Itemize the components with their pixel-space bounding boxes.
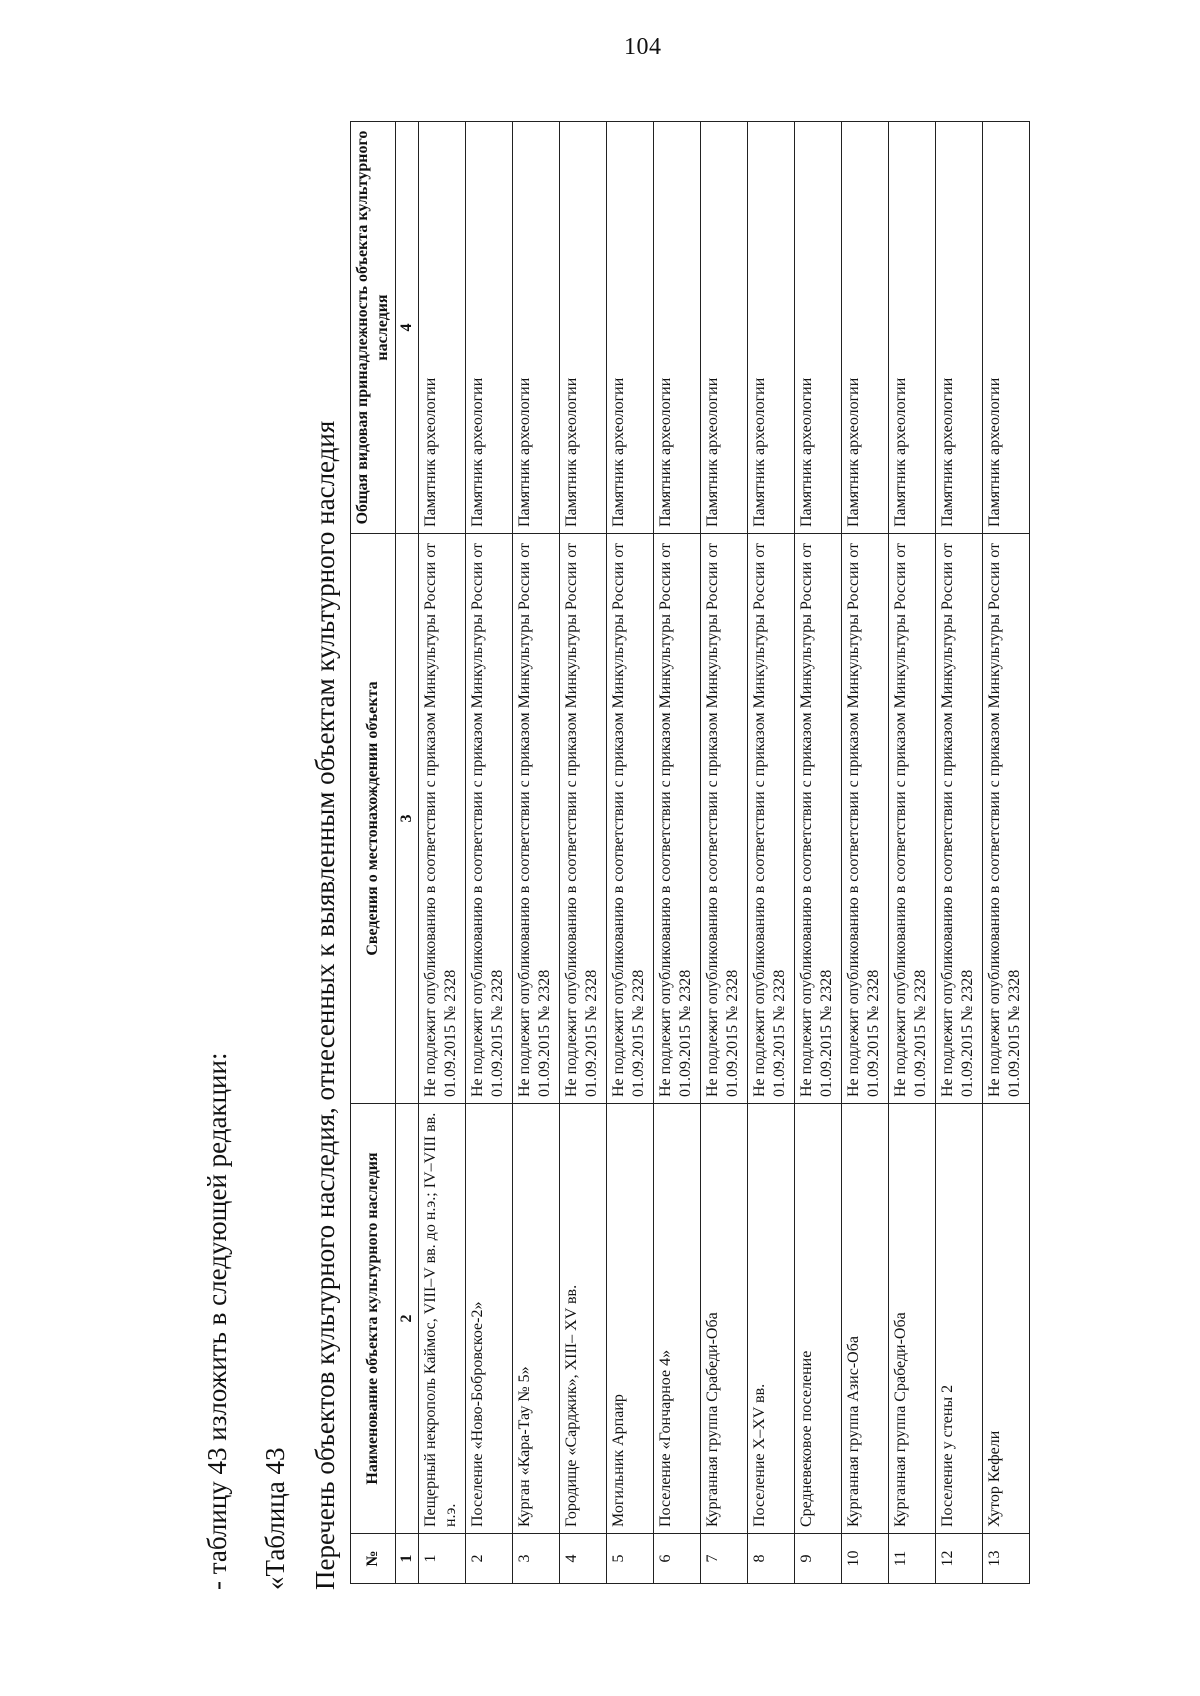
table-label: «Таблица 43: [260, 1447, 290, 1590]
cell-object-type: Памятник археологии: [748, 122, 795, 534]
header-type: Общая видовая принадлежность объекта культурного наследия: [351, 122, 396, 534]
cell-number: 2: [466, 1534, 513, 1584]
cell-object-name: Поселение «Гончарное 4»: [654, 1104, 701, 1534]
header-number: №: [351, 1534, 396, 1584]
cell-number: 13: [983, 1534, 1030, 1584]
cell-object-name: Курганная группа Срабеди-Оба: [889, 1104, 936, 1534]
table-row: [654, 122, 701, 1584]
cell-object-type: Памятник археологии: [419, 122, 466, 534]
cell-object-name: Могильник Арпаир: [607, 1104, 654, 1534]
cell-number: 11: [889, 1534, 936, 1584]
cell-number: 6: [654, 1534, 701, 1584]
cell-number: 3: [513, 1534, 560, 1584]
cell-object-name: Хутор Кефели: [983, 1104, 1030, 1534]
cell-location-info: Не подлежит опубликованию в соответствии с приказом Минкультуры России от 01.09.2015 № 2328: [748, 534, 795, 1104]
cell-number: 8: [748, 1534, 795, 1584]
cell-object-type: Памятник археологии: [936, 122, 983, 534]
table-row: [795, 122, 842, 1584]
cell-object-type: Памятник археологии: [513, 122, 560, 534]
table-row: [983, 122, 1030, 1584]
cell-location-info: Не подлежит опубликованию в соответствии с приказом Минкультуры России от 01.09.2015 № 2328: [842, 534, 889, 1104]
cell-object-type: Памятник археологии: [607, 122, 654, 534]
cell-number: 9: [795, 1534, 842, 1584]
table-row: [701, 122, 748, 1584]
cell-location-info: Не подлежит опубликованию в соответствии с приказом Минкультуры России от 01.09.2015 № 2328: [936, 534, 983, 1104]
cell-location-info: Не подлежит опубликованию в соответствии с приказом Минкультуры России от 01.09.2015 № 2328: [607, 534, 654, 1104]
column-number: 4: [396, 122, 419, 534]
cell-object-name: Городище «Сарджик», XIII– XV вв.: [560, 1104, 607, 1534]
cell-object-name: Поселение «Ново-Бобровское-2»: [466, 1104, 513, 1534]
table-row: [889, 122, 936, 1584]
cell-number: 5: [607, 1534, 654, 1584]
cell-location-info: Не подлежит опубликованию в соответствии с приказом Минкультуры России от 01.09.2015 № 2328: [701, 534, 748, 1104]
cell-number: 7: [701, 1534, 748, 1584]
cell-location-info: Не подлежит опубликованию в соответствии с приказом Минкультуры России от 01.09.2015 № 2328: [466, 534, 513, 1104]
cell-location-info: Не подлежит опубликованию в соответствии с приказом Минкультуры России от 01.09.2015 № 2328: [983, 534, 1030, 1104]
cell-location-info: Не подлежит опубликованию в соответствии с приказом Минкультуры России от 01.09.2015 № 2328: [795, 534, 842, 1104]
cell-number: 4: [560, 1534, 607, 1584]
cell-object-name: Пещерный некрополь Каймос, VIII–V вв. до н.э.; IV–VIII вв. н.э.: [419, 1104, 466, 1534]
column-number: 1: [396, 1534, 419, 1584]
column-number-row: [396, 122, 419, 1584]
cell-object-type: Памятник археологии: [795, 122, 842, 534]
column-number: 3: [396, 534, 419, 1104]
cell-object-type: Памятник археологии: [466, 122, 513, 534]
table-row: [466, 122, 513, 1584]
table-header-row: [351, 122, 396, 1584]
cell-object-name: Курганная группа Азис-Оба: [842, 1104, 889, 1534]
table-row: [607, 122, 654, 1584]
cell-number: 10: [842, 1534, 889, 1584]
heritage-table: [350, 121, 1030, 1584]
table-row: [936, 122, 983, 1584]
cell-location-info: Не подлежит опубликованию в соответствии с приказом Минкультуры России от 01.09.2015 № 2328: [889, 534, 936, 1104]
cell-object-name: Поселение X–XV вв.: [748, 1104, 795, 1534]
cell-object-name: Поселение у стены 2: [936, 1104, 983, 1534]
cell-object-name: Курган «Кара-Тау № 5»: [513, 1104, 560, 1534]
intro-text: - таблицу 43 изложить в следующей редакции:: [202, 1052, 232, 1590]
cell-location-info: Не подлежит опубликованию в соответствии с приказом Минкультуры России от 01.09.2015 № 2328: [419, 534, 466, 1104]
page-number: 104: [624, 34, 662, 60]
cell-location-info: Не подлежит опубликованию в соответствии с приказом Минкультуры России от 01.09.2015 № 2328: [654, 534, 701, 1104]
table-row: [842, 122, 889, 1584]
cell-object-type: Памятник археологии: [889, 122, 936, 534]
cell-location-info: Не подлежит опубликованию в соответствии с приказом Минкультуры России от 01.09.2015 № 2328: [560, 534, 607, 1104]
header-name: Наименование объекта культурного наследия: [351, 1104, 396, 1534]
cell-object-type: Памятник археологии: [983, 122, 1030, 534]
cell-location-info: Не подлежит опубликованию в соответствии с приказом Минкультуры России от 01.09.2015 № 2328: [513, 534, 560, 1104]
table-row: [513, 122, 560, 1584]
header-location: Сведения о местонахождении объекта: [351, 534, 396, 1104]
cell-object-type: Памятник археологии: [701, 122, 748, 534]
cell-number: 1: [419, 1534, 466, 1584]
cell-object-type: Памятник археологии: [654, 122, 701, 534]
cell-object-name: Курганная группа Срабеди-Оба: [701, 1104, 748, 1534]
table-title: Перечень объектов культурного наследия, отнесенных к выявленным объектам культурного наследия: [310, 420, 340, 1590]
table-row: [560, 122, 607, 1584]
column-number: 2: [396, 1104, 419, 1534]
table-row: [748, 122, 795, 1584]
table-body: [419, 122, 1030, 1584]
table-row: [419, 122, 466, 1584]
cell-object-type: Памятник археологии: [842, 122, 889, 534]
cell-object-name: Средневековое поселение: [795, 1104, 842, 1534]
rotated-content: [200, 110, 1080, 1590]
cell-object-type: Памятник археологии: [560, 122, 607, 534]
cell-number: 12: [936, 1534, 983, 1584]
